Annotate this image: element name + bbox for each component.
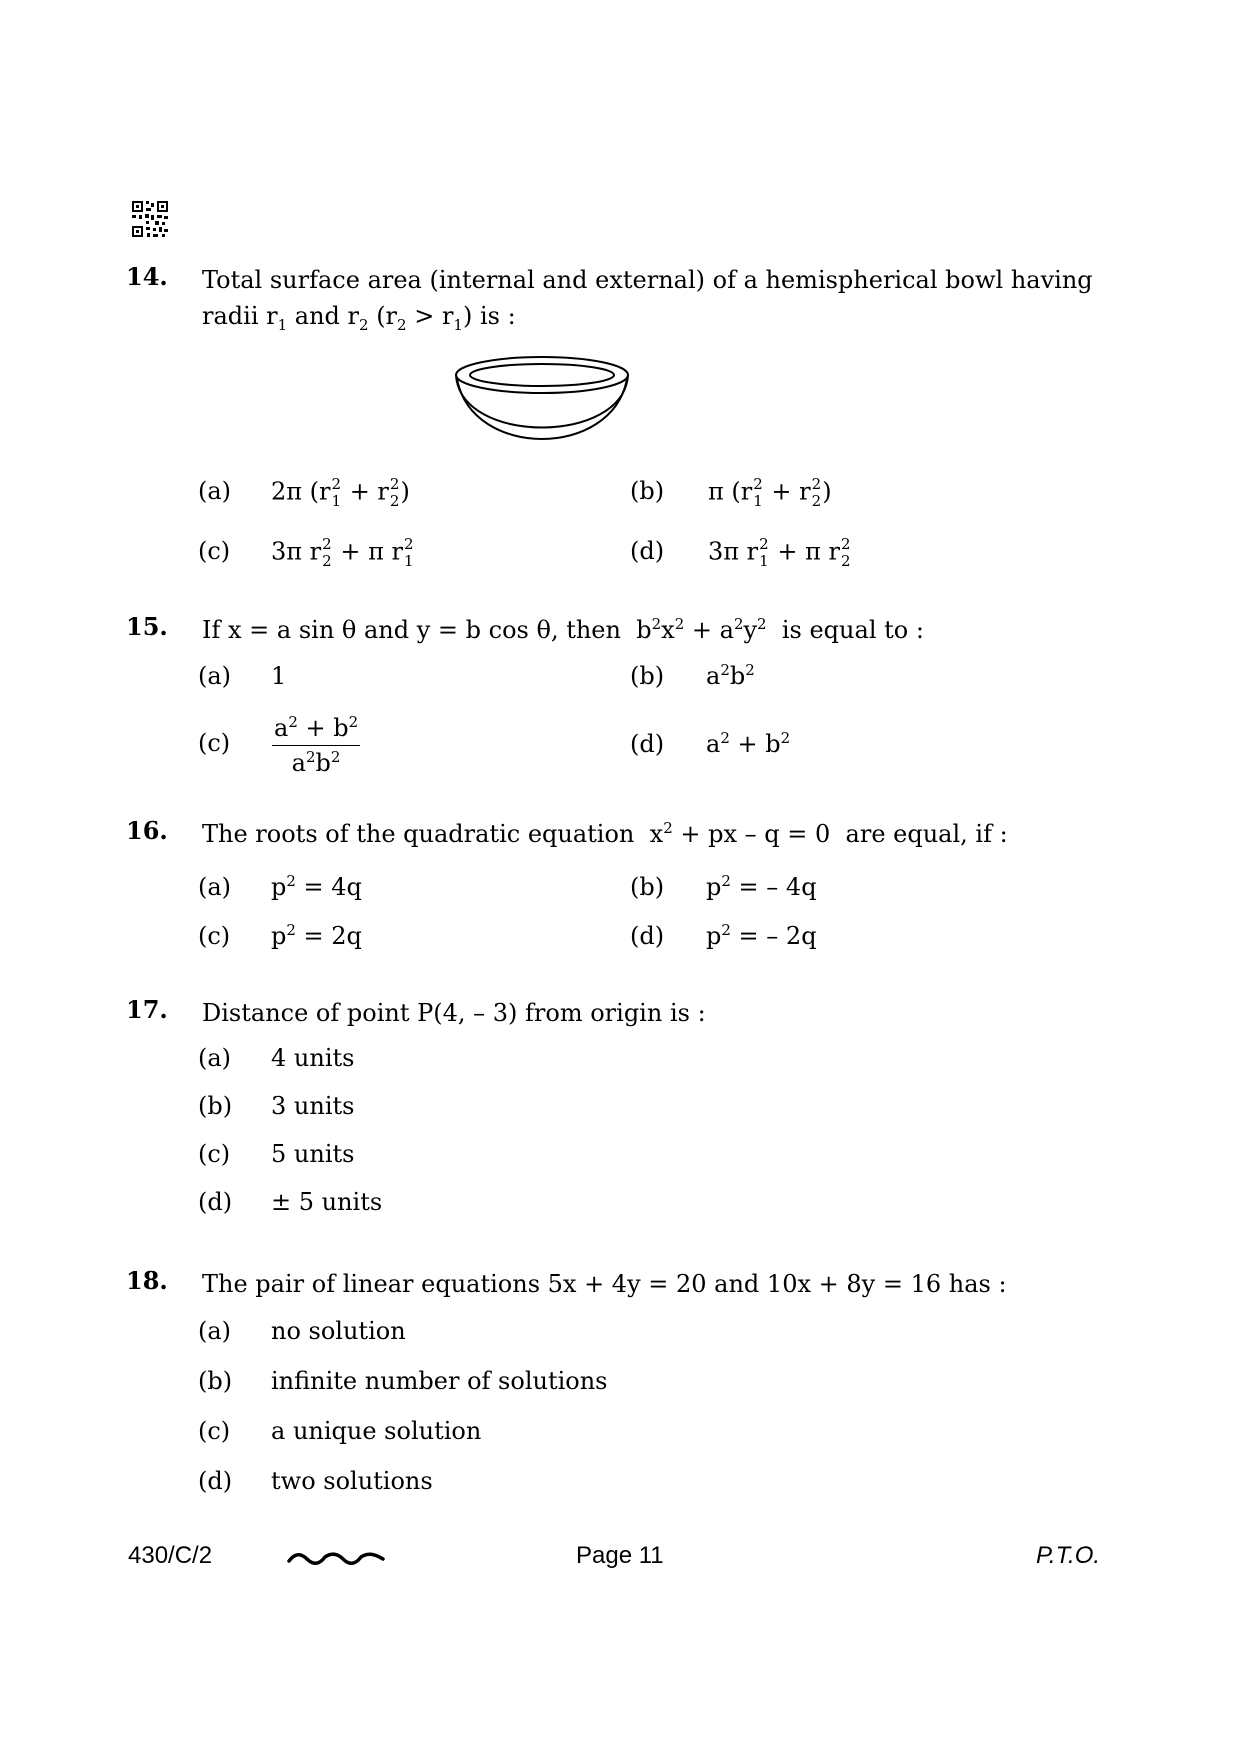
- option-value: no solution: [271, 1317, 406, 1345]
- option-value: 1: [271, 662, 287, 690]
- pto-label: P.T.O.: [1036, 1542, 1101, 1569]
- option-value: $p^2 = 4q$: [271, 872, 362, 901]
- question-number: 18.: [126, 1266, 168, 1295]
- option-value: a unique solution: [271, 1417, 482, 1445]
- option-value: $p^2$ = – 2q: [706, 921, 817, 950]
- option-value: $a^2 + b^2$: [706, 729, 791, 758]
- page-number: Page 11: [576, 1542, 664, 1569]
- option-value: $p^2 = 2q$: [271, 921, 362, 950]
- question-number: 17.: [126, 995, 168, 1024]
- question-text: Total surface area (internal and external) of a hemispherical bowl having radii $r_1$ and $r_2$ $(r_2 > r_1)$ is :: [202, 266, 1093, 334]
- question-number: 14.: [126, 262, 168, 291]
- question-text: If x = a sin θ and y = b cos θ, then $b^2x^2 + a^2y^2$ is equal to :: [202, 615, 924, 644]
- option-value: $\frac{a^2 + b^2}{a^2b^2}$: [274, 713, 359, 777]
- option-value: π (r 2 1 + r 2 2 ): [708, 475, 832, 510]
- option-value: 3 units: [271, 1092, 355, 1120]
- option-value: two solutions: [271, 1467, 433, 1495]
- option-value: 4 units: [271, 1044, 355, 1072]
- option-value: 3π r 2 1 + π r 2 2: [708, 535, 851, 570]
- option-value: ± 5 units: [271, 1188, 383, 1216]
- question-text: The pair of linear equations 5x + 4y = 20 and 10x + 8y = 16 has :: [202, 1270, 1007, 1298]
- question-number: 15.: [126, 612, 168, 641]
- paper-code: 430/C/2: [128, 1542, 213, 1569]
- option-value: 2π (r 2 1 + r 2 2 ): [271, 475, 410, 510]
- option-value: $p^2$ = – 4q: [706, 872, 817, 901]
- question-text: Distance of point P(4, – 3) from origin is :: [202, 999, 706, 1027]
- option-value: 5 units: [271, 1140, 355, 1168]
- option-value: infinite number of solutions: [271, 1367, 608, 1395]
- option-value: 3π r 2 2 + π r 2 1: [271, 535, 414, 570]
- expression: $b^2x^2 + a^2y^2$: [636, 615, 767, 644]
- equation: $x^2$ + px – q = 0: [649, 819, 831, 848]
- exam-page: 14. Total surface area (internal and external) of a hemispherical bowl having radii $r_1$ and $r_2$ $(r_2 > r_1)$ is : (a) 2π (r 2 1 + r 2 2 ) (b) π (r 2 1 + r 2 2 ) (c) 3π r 2 2 + π r 2 1 (d) 3π r 2 1 + π r 2 2 15. If x = a sin θ and y = b cos θ, then $b^2x^2 + a^2y^2$ is equal to : (a) 1 (b) $a^2b^2$ (c) $\frac{a^2 + b^2}{a^2b^2}$ (d) $a^2 + b^2$ 16. The roots of the quadratic equation $x^2$ + px – q = 0 are equal, if : (a) $p^2 = 4q$ (b) $p^2$ = – 4q (c) $p^2 = 2q$ (d) $p^2$ = – 2q 17. Distance of point P(4, – 3) from origin is : (a) 4 units (b) 3 units (c) 5 units (d) ± 5 units 18. The pair of linear equations 5x + 4y = 20 and 10x + 8y = 16 has : (a) no solution (b) infinite number of solutions (c) a unique solution (d) two solutions 430/C/2 Page 11 P.T.O.: [0, 0, 1241, 1755]
- wave-ornament-icon: [287, 1552, 385, 1566]
- qr-code-icon: [131, 200, 169, 238]
- option-value: $a^2b^2$: [706, 661, 755, 690]
- question-number: 16.: [126, 816, 168, 845]
- question-text: The roots of the quadratic equation $x^2$ + px – q = 0 are equal, if :: [202, 819, 1008, 848]
- hemispherical-bowl-figure: [452, 355, 632, 461]
